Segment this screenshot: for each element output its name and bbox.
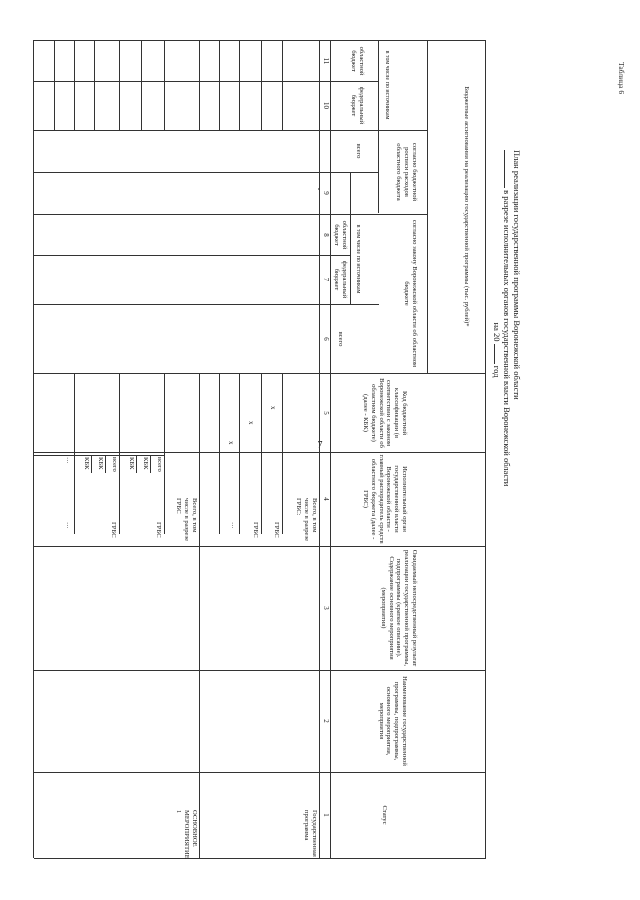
title-line-2-text: в разрезе исполнительных органов государственной власти Воронежской области xyxy=(502,190,512,487)
gp-kbk-x-2: х xyxy=(247,421,255,425)
col-number-7: 7 xyxy=(322,277,330,282)
om-kbk-inner-sep xyxy=(34,455,165,456)
col-number-9: 9 xyxy=(322,191,330,195)
om-grbs-2: ГРБС xyxy=(110,522,117,538)
gp-status: Государственная программа xyxy=(303,810,318,857)
row-line-5 xyxy=(199,40,200,130)
gp-grbs-2: ГРБС xyxy=(252,522,259,538)
om-ellipsis: … xyxy=(65,522,72,529)
col-sep-7-8 xyxy=(34,214,428,215)
header-status: Статус xyxy=(381,805,388,825)
row-line-11 xyxy=(54,40,55,130)
col-number-10: 10 xyxy=(322,102,330,109)
om-sub-line-2 xyxy=(119,373,120,534)
col-number-2: 2 xyxy=(322,719,330,723)
col-sep-4-5 xyxy=(34,373,486,374)
header-sub-line-2 xyxy=(378,41,379,213)
year-blank xyxy=(494,344,495,364)
om-g2-kbk-1: КБК xyxy=(97,457,104,470)
om-g1-line-a xyxy=(150,455,151,473)
header-total-schedule: всего xyxy=(355,143,362,159)
col-sep-9-10 xyxy=(34,130,428,131)
row-line-6 xyxy=(164,40,165,130)
row-line-2 xyxy=(261,40,262,130)
col-number-1: 1 xyxy=(322,813,330,817)
col-number-6: 6 xyxy=(322,337,330,341)
gp-kbk-x-1: х xyxy=(269,406,277,410)
col-sep-2-3 xyxy=(34,546,486,547)
col-sep-5-6 xyxy=(34,304,379,305)
row-line-3 xyxy=(239,40,240,130)
om-sub-line-3 xyxy=(74,373,75,534)
title-line-1: План реализации государственной программы Воронежской области xyxy=(512,150,522,400)
col-sep-3-4 xyxy=(34,452,486,453)
header-allocations: Бюджетные ассигнования на реализацию государственной программы (тыс. рублей)* xyxy=(463,86,470,327)
om-g2-kbk-2: КБК xyxy=(83,457,90,470)
column-number-bottom xyxy=(319,40,320,858)
title-blank-line xyxy=(504,150,505,188)
col-number-5: 5 xyxy=(322,411,330,415)
om-grbs-1: ГРБС xyxy=(155,522,162,538)
table-label: Таблица 6 xyxy=(617,62,626,95)
om-sub-line-1 xyxy=(164,373,165,534)
col-sep-10-11 xyxy=(34,81,379,82)
gp-sub-line-3 xyxy=(239,373,240,534)
gp-sub-line-2 xyxy=(261,373,262,534)
col-number-4: 4 xyxy=(322,497,330,501)
col-sep-6-7 xyxy=(34,255,351,256)
table-top-border xyxy=(485,40,486,858)
title-year-prefix: на 20 xyxy=(492,322,502,342)
title-line-3 xyxy=(491,150,502,550)
page-number: 7 xyxy=(317,440,323,451)
om-g1-vsego: всего xyxy=(156,457,163,472)
header-regional-law: областной бюджет xyxy=(333,220,348,250)
gp-total-label: Всего, в том числе в разрезе ГРБС: xyxy=(295,498,318,542)
col-far-left-border xyxy=(34,858,486,859)
row-line-9 xyxy=(94,40,95,130)
header-federal-schedule: федеральный бюджет xyxy=(350,86,365,125)
row-line-4 xyxy=(219,40,220,130)
col-number-8: 8 xyxy=(322,233,330,237)
header-incl-sources-schedule: в том числе по источникам xyxy=(384,50,390,120)
header-result: Ожидаемый непосредственный результат реализации государственной программы, подпрограммы (краткое описание). Содержание основного мероприятия (мероприятия) xyxy=(379,549,418,667)
row-line-1 xyxy=(282,40,283,130)
title-year-suffix: год xyxy=(492,365,502,378)
row-line-7 xyxy=(141,40,142,130)
header-sub-line-1 xyxy=(427,40,428,373)
col-right-border xyxy=(34,40,486,41)
column-number-top xyxy=(330,40,331,858)
header-name: Наименование государственной программы, подпрограммы, основного мероприятия, мероприятия xyxy=(377,676,408,766)
header-by-schedule: согласно бюджетной росписи расходов областного бюджета xyxy=(395,142,418,202)
col-left-border xyxy=(34,772,486,773)
gp-kbk-x-3: х xyxy=(227,441,235,445)
om-g2-line-b xyxy=(91,455,92,473)
om-g1-kbk-1: КБК xyxy=(142,457,149,470)
om-g3-ellipsis: … xyxy=(65,457,72,464)
header-regional-schedule: областной бюджет xyxy=(350,46,365,76)
header-incl-sources-law: в том числе по источникам xyxy=(355,224,361,294)
om-g2-line-a xyxy=(105,455,106,473)
om-g1-kbk-2: КБК xyxy=(128,457,135,470)
gp-sub-line-1 xyxy=(282,373,283,534)
om-total-label: Всего, в том числе в разрезе ГРБС xyxy=(175,498,198,542)
gp-grbs-1: ГРБС xyxy=(273,522,280,538)
header-federal-law: федеральный бюджет xyxy=(333,260,348,299)
col-number-11: 11 xyxy=(322,57,330,65)
header-kbk: Код бюджетной классификации (в соответствии с законом Воронежской области об областном бюджете) (далее - КБК) xyxy=(362,378,408,448)
gp-sub-line-4 xyxy=(219,373,220,534)
header-executor: Исполнительный орган государственной власти Воронежской области - главный распорядитель средств областного бюджета (далее - ГРБС) xyxy=(362,454,408,544)
header-sub-line-3 xyxy=(350,172,351,304)
title-line-2 xyxy=(501,150,512,486)
om-status: ОСНОВНОЕ МЕРОПРИЯТИЕ 1 xyxy=(175,810,198,859)
row-line-10 xyxy=(74,40,75,130)
gp-om-separator xyxy=(199,373,200,858)
col-sep-8-9 xyxy=(34,172,379,173)
header-by-law: согласно закону Воронежской области об областном бюджете xyxy=(403,219,418,368)
gp-ellipsis: … xyxy=(230,522,237,529)
table-bottom-border xyxy=(33,40,34,858)
header-total-law: всего xyxy=(337,331,344,347)
row-line-8 xyxy=(119,40,120,130)
om-g2-vsego: всего xyxy=(111,457,118,472)
col-sep-1-2 xyxy=(34,670,486,671)
om-g1-line-b xyxy=(136,455,137,473)
col-number-3: 3 xyxy=(322,606,330,610)
